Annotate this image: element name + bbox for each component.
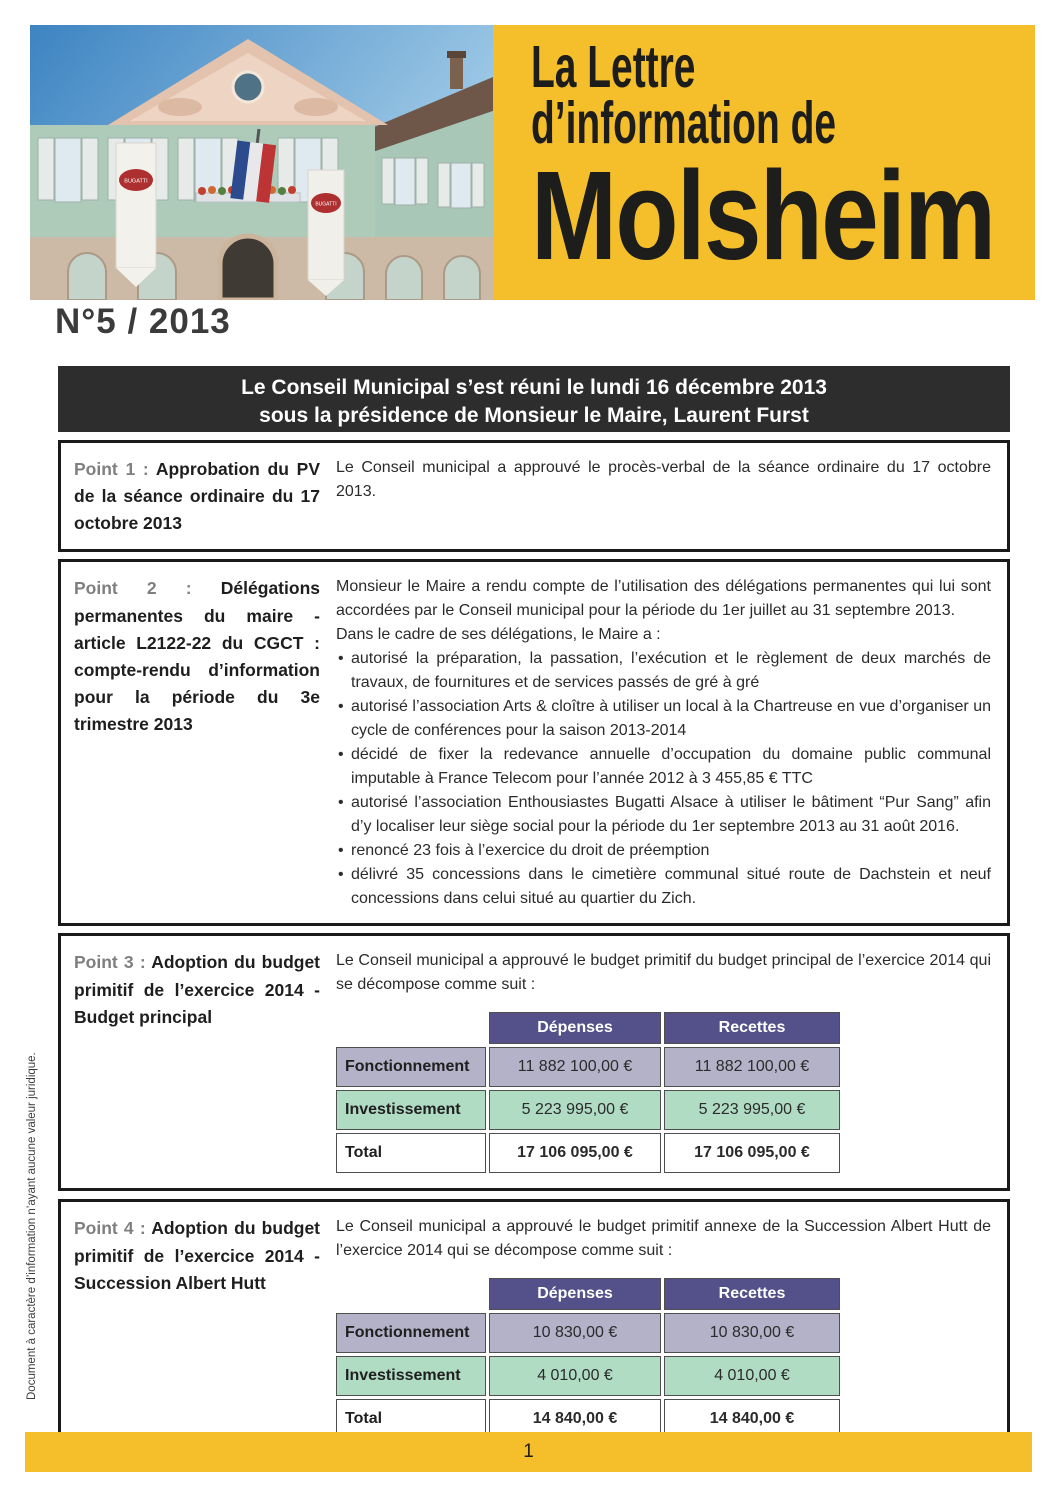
point2-para2: Dans le cadre de ses délégations, le Maire a : (336, 626, 661, 644)
cell-depenses: 4 010,00 € (489, 1356, 661, 1396)
town-hall-photo (30, 25, 493, 300)
bugatti-banner-left (116, 143, 156, 287)
table-row (336, 1090, 840, 1130)
cell-recettes: 14 840,00 € (664, 1399, 840, 1439)
table-row (336, 1133, 840, 1173)
point3-heading (74, 949, 336, 1176)
col-header-depenses: Dépenses (489, 1278, 661, 1310)
point2-para1: Monsieur le Maire a rendu compte de l’utilisation des délégations permanentes qui lui sont accordées par le Conseil municipal pour la période du 1er juillet au 31 septembre 2013. (336, 578, 991, 620)
bugatti-banner-center (308, 170, 344, 296)
table-row (336, 1313, 840, 1353)
bullet-item: • décidé de fixer la redevance annuelle d’occupation du domaine public communal imputable à France Telecom pour l’année 2012 à 3 455,85 € TTC (336, 743, 991, 791)
table-row (336, 1356, 840, 1396)
point1-body: Le Conseil municipal a approuvé le procès-verbal de la séance ordinaire du 17 octobre 2013. (336, 459, 991, 500)
cell-recettes: 10 830,00 € (664, 1313, 840, 1353)
point4-heading (74, 1215, 336, 1442)
cell-recettes: 5 223 995,00 € (664, 1090, 840, 1130)
point2-label: Point 2 : (74, 578, 192, 599)
point3-intro: Le Conseil municipal a approuvé le budget primitif du budget principal de l’exercice 2014 qui se décompose comme suit : (336, 952, 991, 994)
point3-label: Point 3 : (74, 952, 146, 973)
point1-label: Point 1 : (74, 459, 149, 479)
point2-section (58, 559, 1010, 926)
point4-title: Adoption du budget primitif de l’exercice 2014 - Succession Albert Hutt (74, 1218, 321, 1293)
masthead (30, 25, 1035, 300)
bugatti-banner-text: BUGATTI (315, 201, 337, 208)
entrance-arch (220, 236, 276, 300)
point2-title: Délégations permanentes du maire - article L2122-22 du CGCT : compte-rendu d’information pour la période du 3e trimestre 2013 (74, 578, 320, 734)
cell-depenses: 17 106 095,00 € (489, 1133, 661, 1173)
bullet-item: • autorisé l’association Arts & cloître à utiliser un local à la Chartreuse en vue d’organiser un cycle de conférences pour la saison 2013-2014 (336, 695, 991, 743)
row-label: Fonctionnement (336, 1047, 486, 1087)
point1-title: Approbation du PV de la séance ordinaire du 17 octobre 2013 (74, 459, 320, 534)
cell-depenses: 11 882 100,00 € (489, 1047, 661, 1087)
point3-section (58, 933, 1010, 1191)
banner-line2: sous la présidence de Monsieur le Maire, Laurent Furst (259, 404, 809, 428)
col-header-recettes: Recettes (664, 1012, 840, 1044)
legal-side-note: Document à caractère d’information n’ayant aucune valeur juridique. (26, 1052, 38, 1400)
masthead-city: Molsheim (531, 145, 995, 287)
row-label: Investissement (336, 1090, 486, 1130)
row-label: Total (336, 1399, 486, 1439)
cell-recettes: 11 882 100,00 € (664, 1047, 840, 1087)
point4-budget-table (333, 1275, 843, 1442)
bullet-item: • délivré 35 concessions dans le cimetière communal situé route de Dachstein et neuf concessions dans celui situé au quartier du Zich. (336, 863, 991, 911)
masthead-title-line2: d’information de (531, 90, 837, 157)
point4-label: Point 4 : (74, 1218, 146, 1239)
table-corner-cell (336, 1278, 486, 1310)
cell-recettes: 4 010,00 € (664, 1356, 840, 1396)
bugatti-banner-text: BUGATTI (124, 178, 148, 185)
table-corner-cell (336, 1012, 486, 1044)
cell-recettes: 17 106 095,00 € (664, 1133, 840, 1173)
point4-intro: Le Conseil municipal a approuvé le budget primitif annexe de la Succession Albert Hutt de l’exercice 2014 qui se décompose comme suit : (336, 1218, 991, 1260)
chimney (450, 55, 463, 89)
masthead-title-box (493, 25, 1035, 300)
point2-heading (74, 575, 336, 911)
cell-depenses: 5 223 995,00 € (489, 1090, 661, 1130)
row-label: Fonctionnement (336, 1313, 486, 1353)
point1-section (58, 440, 1010, 552)
point3-budget-table (333, 1009, 843, 1176)
council-banner (58, 366, 1010, 432)
clock-icon (233, 72, 263, 102)
masthead-title-line1: La Lettre (531, 34, 696, 100)
point3-title: Adoption du budget primitif de l’exercice 2014 - Budget principal (74, 952, 321, 1027)
col-header-depenses: Dépenses (489, 1012, 661, 1044)
main-content (58, 366, 1010, 1457)
table-row (336, 1047, 840, 1087)
bullet-item: • autorisé l’association Enthousiastes Bugatti Alsace à utiliser le bâtiment “Pur Sang” afin d’y localiser leur siège social pour la période du 1er septembre 2013 au 31 août 2016. (336, 791, 991, 839)
issue-number: N°5 / 2013 (55, 302, 231, 341)
bullet-item: • renoncé 23 fois à l’exercice du droit de préemption (336, 839, 991, 863)
banner-line1: Le Conseil Municipal s’est réuni le lundi 16 décembre 2013 (241, 376, 827, 399)
cell-depenses: 14 840,00 € (489, 1399, 661, 1439)
cell-depenses: 10 830,00 € (489, 1313, 661, 1353)
col-header-recettes: Recettes (664, 1278, 840, 1310)
point1-heading (74, 456, 336, 537)
row-label: Total (336, 1133, 486, 1173)
point2-bullet-list (336, 647, 991, 911)
bullet-item: • autorisé la préparation, la passation, l’exécution et le règlement de deux marchés de travaux, de fournitures et de services passés de gré à gré (336, 647, 991, 695)
row-label: Investissement (336, 1356, 486, 1396)
point4-section (58, 1199, 1010, 1457)
page-footer (25, 1432, 1032, 1472)
page-number: 1 (523, 1441, 534, 1462)
